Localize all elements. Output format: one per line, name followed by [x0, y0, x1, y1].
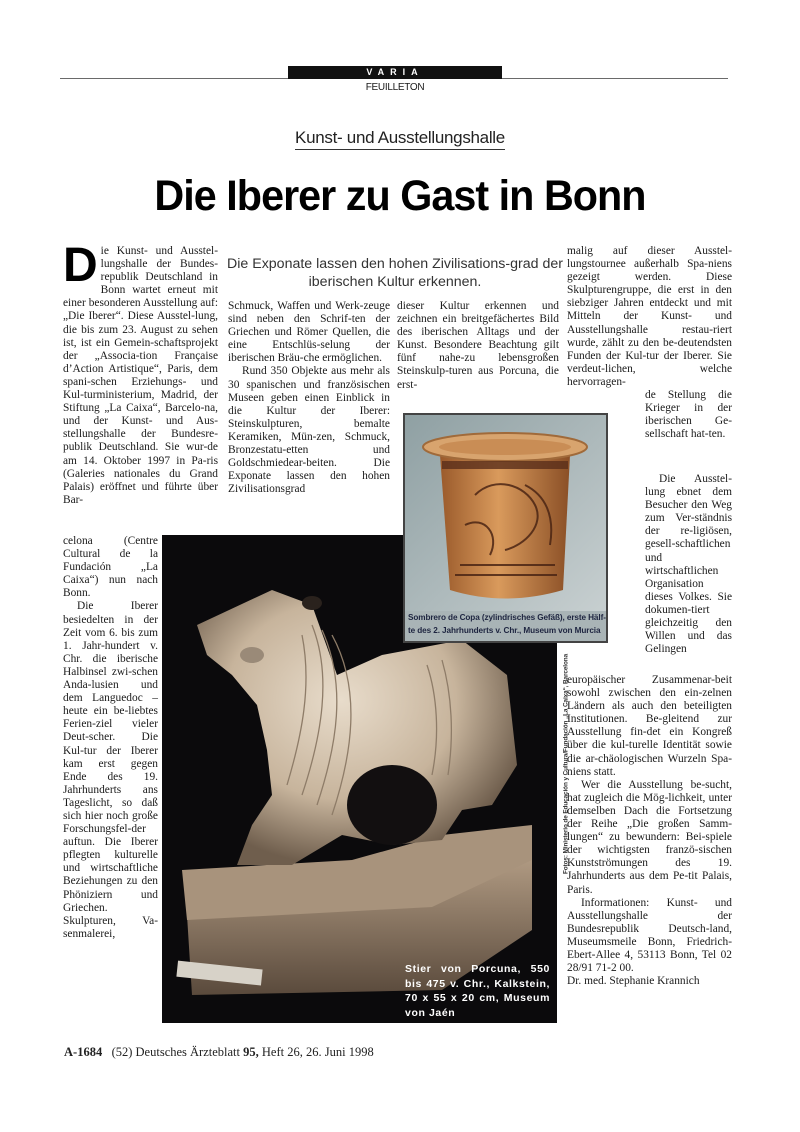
bull-caption: Stier von Porcuna, 550 bis 475 v. Chr., Kalkstein, 70 x 55 x 20 cm, Museum von Jaén — [405, 963, 550, 1019]
subsection-label: FEUILLETON — [365, 82, 425, 93]
subheadline: Die Exponate lassen den hohen Zivilisations-grad der iberischen Kultur erkennen. — [227, 256, 563, 290]
column-2 — [228, 300, 390, 496]
issue-prefix: (52) Deutsches Ärzteblatt — [111, 1045, 241, 1059]
photo-credit — [560, 646, 572, 882]
col4-para-2-cont: europäischer Zusammenar-beit sowohl zwischen den ein-zelnen Ländern als auch den beteiligten Institutionen. Be-gleitend zur Ausstellung fin-det ein Kongreß über die kul-turelle Identität sowie die ar-chäologischen Wurzeln Spa-niens statt. — [567, 674, 732, 778]
page-number: A-1684 — [64, 1045, 103, 1059]
issue-suffix: Heft 26, 26. Juni 1998 — [261, 1045, 374, 1059]
headline: Die Iberer zu Gast in Bonn — [154, 172, 646, 220]
volume: 95, — [243, 1045, 259, 1059]
col4-tail: de Stellung die Krieger in der iberischen Ge-sellschaft hat-ten. — [645, 389, 732, 441]
col4-para-4: Informationen: Kunst- und Ausstellungshalle der Bundesrepublik Deutsch-land, Museumsmeile Bonn, Friedrich-Ebert-Allee 4, 53113 Bonn, Tel 02 28/91 71-2 00. — [567, 896, 732, 975]
author: Dr. med. Stephanie Krannich — [567, 975, 700, 988]
col2-para-2: Rund 350 Objekte aus mehr als 30 spanischen und französischen Museen geben einen Einblick in die Kultur der Iberer: Steinskulpturen, bemalte Keramiken, Mün-zen, Schmuck, Bronzestatu-etten und Goldschmiedear-beiten. Die Exponate lassen den hohen Zivilisationsgrad — [228, 365, 390, 496]
column-1-top — [63, 239, 218, 507]
column-4-middle — [645, 473, 732, 656]
kicker — [200, 128, 600, 148]
vase-image — [405, 415, 606, 611]
col4-text: malig auf dieser Ausstel-lungstournee außerhalb Spa-niens gezeigt werden. Diese Skulpturengruppe, die erst in den siebziger Jahren entdeckt und mit Mitteln der Kunst- und Ausstellungshalle restau-riert wurde, zählt zu den be-deutendsten Funden der Kul-tur der Iberer. Sie verdeut-lichen, welche hervorragen- — [567, 245, 732, 388]
drop-cap: D — [63, 239, 98, 292]
section-label: VARIA — [288, 66, 502, 79]
col4-para-3: Wer die Ausstellung be-sucht, hat zugleich die Mög-lichkeit, unter demselben Dach die Fortsetzung der Reihe „Die großen Samm-lungen“ zu bewundern: Bei-spiele der wichtigsten franzö-sischen Kunstströmungen des 19. Jahrhunderts aus dem Pe-tit Palais, Paris. — [567, 778, 732, 896]
photo-credit-text: Fotos: Ministerio de Educación y Cultura/Fundación „La Caixa“, Barcelona — [562, 653, 570, 875]
column-4-bottom — [567, 674, 732, 988]
col1-para-1: celona (Centre Cultural de la Fundación „La Caixa“) nun nach Bonn. — [63, 535, 158, 600]
column-1-bottom — [63, 535, 158, 941]
col1-text: ie Kunst- und Ausstel-lungshalle der Bundes-republik Deutschland in Bonn wartet erneut mit einer besonderen Ausstellung auf: „Die Iberer“. Diese Ausstel-lung, die bis zum 23. August zu sehen ist, ist ein Gemein-schaftsprojekt der „Associa-tion Française d’Action Artistique“, Paris, dem spani-schen Erziehungs- und Kul-turministerium, Madrid, der Stiftung „La Caixa“, Barcelo-na, und der Kunst- und Aus-stellungshalle der Bundesre-publik Deutschland. Sie wur-de am 14. Oktober 1997 in Pa-ris (Galeries nationales du Grand Palais) eröffnet und führte über Bar- — [63, 245, 218, 506]
vase-caption: Sombrero de Copa (zylindrisches Gefäß), erste Hälf-te des 2. Jahrhunderts v. Chr., Museum von Murcia — [408, 613, 606, 635]
column-4-top — [567, 245, 732, 441]
kicker-text: Kunst- und Ausstellungshalle — [295, 128, 505, 150]
col4-para-2: Die Ausstel-lung ebnet dem Besucher den Weg zum Ver-ständnis der re-ligiösen, gesell-schaftlichen und wirtschaftlichen Organisation dieses Volkes. Sie dokumen-tiert gleichzeitig den Willen und das Gelingen — [645, 473, 732, 656]
vase-photo — [403, 413, 608, 643]
col1-para-2: Die Iberer besiedelten in der Zeit vom 6. bis zum 1. Jahr-hundert v. Chr. die iberische Halbinsel zwi-schen Anda-lusien und dem Languedoc – heute ein be-liebtes Ferien-ziel vieler Deut-scher. Die Kul-tur der Iberer kam erst gegen Ende des 19. Jahrhunderts ans Tageslicht, so daß sich hier noch große Forschungsfel-der auftun. Die Iberer pflegten kulturelle und wirtschaftliche Beziehungen zu den Phöniziern und Griechen. Skulpturen, Va-senmalerei, — [63, 600, 158, 940]
column-3 — [397, 300, 559, 392]
footer — [64, 1045, 374, 1060]
col2-para-1: Schmuck, Waffen und Werk-zeuge sind neben den Schrif-ten der Griechen und Römer Quellen, die eine Entschlüs-selung der iberischen Bräu-che ermöglichen. — [228, 300, 390, 365]
col3-text: dieser Kultur erkennen und zeichnen ein breitgefächertes Bild des iberischen Alltags und der Kunst. Besondere Beachtung gilt fünf nahe-zu lebensgroßen Steinskulp-turen aus Porcuna, die erst- — [397, 300, 559, 391]
